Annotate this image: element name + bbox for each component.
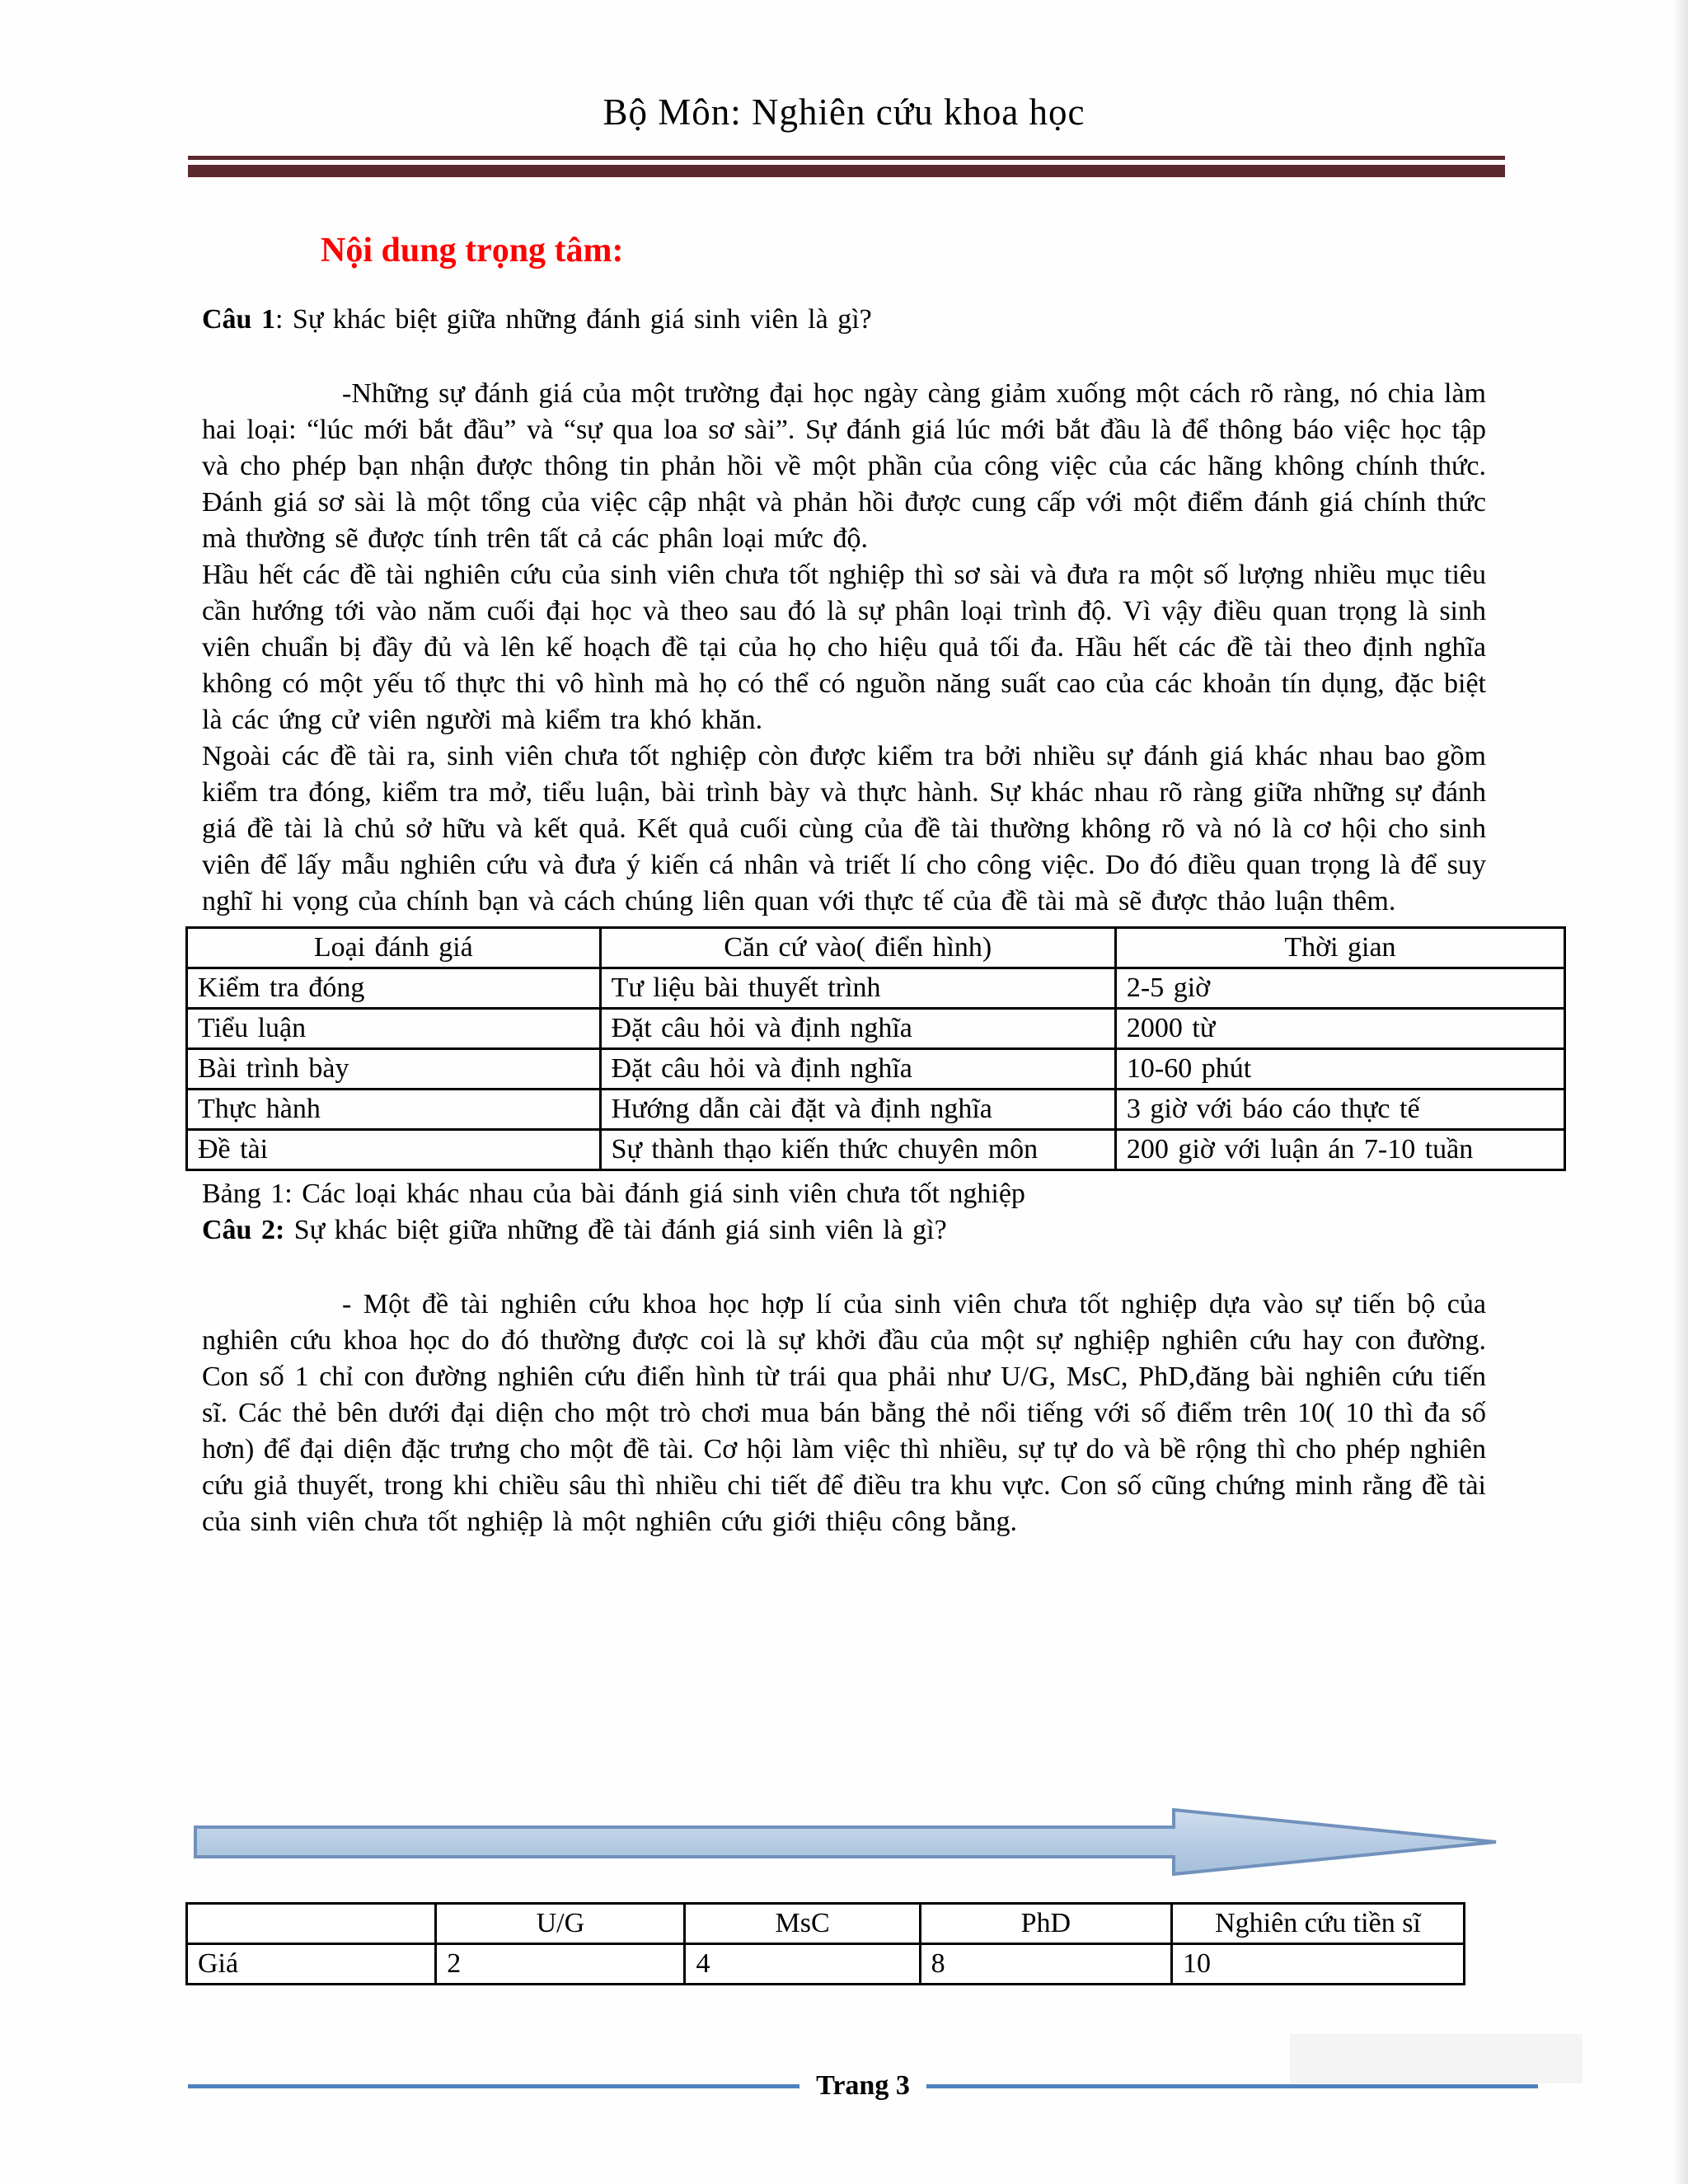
table-cell: 2000 từ [1115,1009,1564,1049]
paragraph-2: Hầu hết các đề tài nghiên cứu của sinh viên chưa tốt nghiệp thì sơ sài và đưa ra một số lượng nhiều mục tiêu cần hướng tới vào năm cuối đại học và theo sau đó là sự phân loại trình độ. Vì vậy điều quan trọng là sinh viên chuẩn bị đầy đủ và lên kế hoạch đề tại của họ cho hiệu quả tối đa. Hầu hết các đề tài theo định nghĩa không có một yếu tố thực thi vô hình mà họ có thể có nguồn năng suất cao của các khoản tín dụng, đặc biệt là các ứng cử viên người mà kiểm tra khó khăn. [202,560,1486,735]
table-cell: Thực hành [187,1090,601,1130]
table-cell: Tư liệu bài thuyết trình [600,968,1115,1009]
table-cell: 2-5 giờ [1115,968,1564,1009]
paragraph-3: Ngoài các đề tài ra, sinh viên chưa tốt nghiệp còn được kiểm tra bởi nhiều sự đánh giá khác nhau bao gồm kiểm tra đóng, kiểm tra mở, tiểu luận, bài trình bày và thực hành. Sự khác nhau rõ ràng giữa những sự đánh giá đề tài là chủ sở hữu và kết quả. Kết quả cuối cùng của đề tài thường không rõ và nó là cơ hội cho sinh viên để lấy mẫu nghiên cứu và đưa ý kiến cá nhân và triết lí cho công việc. Do đó điều quan trọng là để suy nghĩ hi vọng của chính bạn và cách chúng liên quan với thực tế của đề tài mà sẽ được thảo luận thêm. [202,741,1486,916]
footer-divider-left [188,2084,799,2088]
table-header-cell [187,1904,436,1944]
table-header-cell: U/G [436,1904,685,1944]
question-1 [202,302,1486,338]
table-cell: 8 [920,1944,1171,1985]
table-row [187,1090,1565,1130]
table-cell: 10 [1172,1944,1465,1985]
header-divider-thin-line [188,156,1505,160]
assessment-types-table [185,926,1566,1171]
table-header-cell: PhD [920,1904,1171,1944]
table-header-cell: Thời gian [1115,928,1564,968]
paragraph-1: -Những sự đánh giá của một trường đại học ngày càng giảm xuống một cách rõ ràng, nó chia làm hai loại: “lúc mới bắt đầu” và “sự qua loa sơ sài”. Sự đánh giá lúc mới bắt đầu là để thông báo việc học tập và cho phép bạn nhận được thông tin phản hồi về một phần của công việc của các hãng không chính thức. Đánh giá sơ sài là một tổng của việc cập nhật và phản hồi được cung cấp với một điểm đánh giá chính thức mà thường sẽ được tính trên tất cả các phân loại mức độ. [202,378,1486,554]
table-cell: 4 [685,1944,920,1985]
right-edge-shade [1673,0,1688,2184]
price-table [185,1902,1465,1985]
question-2 [202,1212,1486,1249]
table-caption: Bảng 1: Các loại khác nhau của bài đánh giá sinh viên chưa tốt nghiệp [202,1179,1025,1209]
table-cell: Kiểm tra đóng [187,968,601,1009]
question-2-label: Câu 2: [202,1215,285,1245]
table-row [187,1944,1465,1985]
question-1-text: : Sự khác biệt giữa những đánh giá sinh viên là gì? [274,304,872,335]
right-arrow-icon [194,1807,1500,1877]
table-cell: Sự thành thạo kiến thức chuyên môn [600,1130,1115,1170]
table-cell: 10-60 phút [1115,1049,1564,1090]
document-body [198,302,1486,1540]
table-header-cell: Căn cứ vào( điển hình) [600,928,1115,968]
table-cell: Tiểu luận [187,1009,601,1049]
table-header-cell: Nghiên cứu tiền sĩ [1172,1904,1465,1944]
question-2-text: Sự khác biệt giữa những đề tài đánh giá sinh viên là gì? [284,1215,947,1245]
table-cell: Hướng dẫn cài đặt và định nghĩa [600,1090,1115,1130]
table-cell: Đặt câu hỏi và định nghĩa [600,1049,1115,1090]
table-row [187,1130,1565,1170]
table-cell: Bài trình bày [187,1049,601,1090]
table-row [187,1009,1565,1049]
table-header-row [187,1904,1465,1944]
question-1-label: Câu 1 [202,304,275,335]
table-row [187,1049,1565,1090]
table-row [187,968,1565,1009]
footer-divider-right [926,2084,1538,2088]
table-cell: Đặt câu hỏi và định nghĩa [600,1009,1115,1049]
page-footer [188,2070,1538,2102]
page-number-label: Trang 3 [816,2070,910,2101]
section-heading: Nội dung trọng tâm: [321,232,624,269]
table-header-cell: Loại đánh giá [187,928,601,968]
table-header-cell: MsC [685,1904,920,1944]
table-cell: Đề tài [187,1130,601,1170]
right-arrow-shape [194,1807,1500,1877]
table-header-row [187,928,1565,968]
paragraph-4: - Một đề tài nghiên cứu khoa học hợp lí của sinh viên chưa tốt nghiệp dựa vào sự tiến bộ của nghiên cứu khoa học do đó thường được coi là sự khởi đầu của một sự nghiệp nghiên cứu hay con đường. Con số 1 chỉ con đường nghiên cứu điển hình từ trái qua phải như U/G, MsC, PhD,đăng bài nghiên cứu tiến sĩ. Các thẻ bên dưới đại diện cho một trò chơi mua bán bằng thẻ nổi tiếng với số điểm trên 10( 10 thì đa số hơn) để đại diện đặc trưng cho một đề tài. Cơ hội làm việc thì nhiều, sự tự do và bề rộng thì cho phép nghiên cứu giả thuyết, trong khi chiều sâu thì nhiều chi tiết để điều tra khu vực. Con số cũng chứng minh rằng đề tài của sinh viên chưa tốt nghiệp là một nghiên cứu giới thiệu công bằng. [202,1289,1486,1537]
header-divider [188,156,1505,177]
table-cell: 3 giờ với báo cáo thực tế [1115,1090,1564,1130]
header-divider-thick-line [188,165,1505,177]
table-cell: 200 giờ với luận án 7-10 tuần [1115,1130,1564,1170]
document-title: Bộ Môn: Nghiên cứu khoa học [603,91,1085,133]
table-cell: Giá [187,1944,436,1985]
table-cell: 2 [436,1944,685,1985]
